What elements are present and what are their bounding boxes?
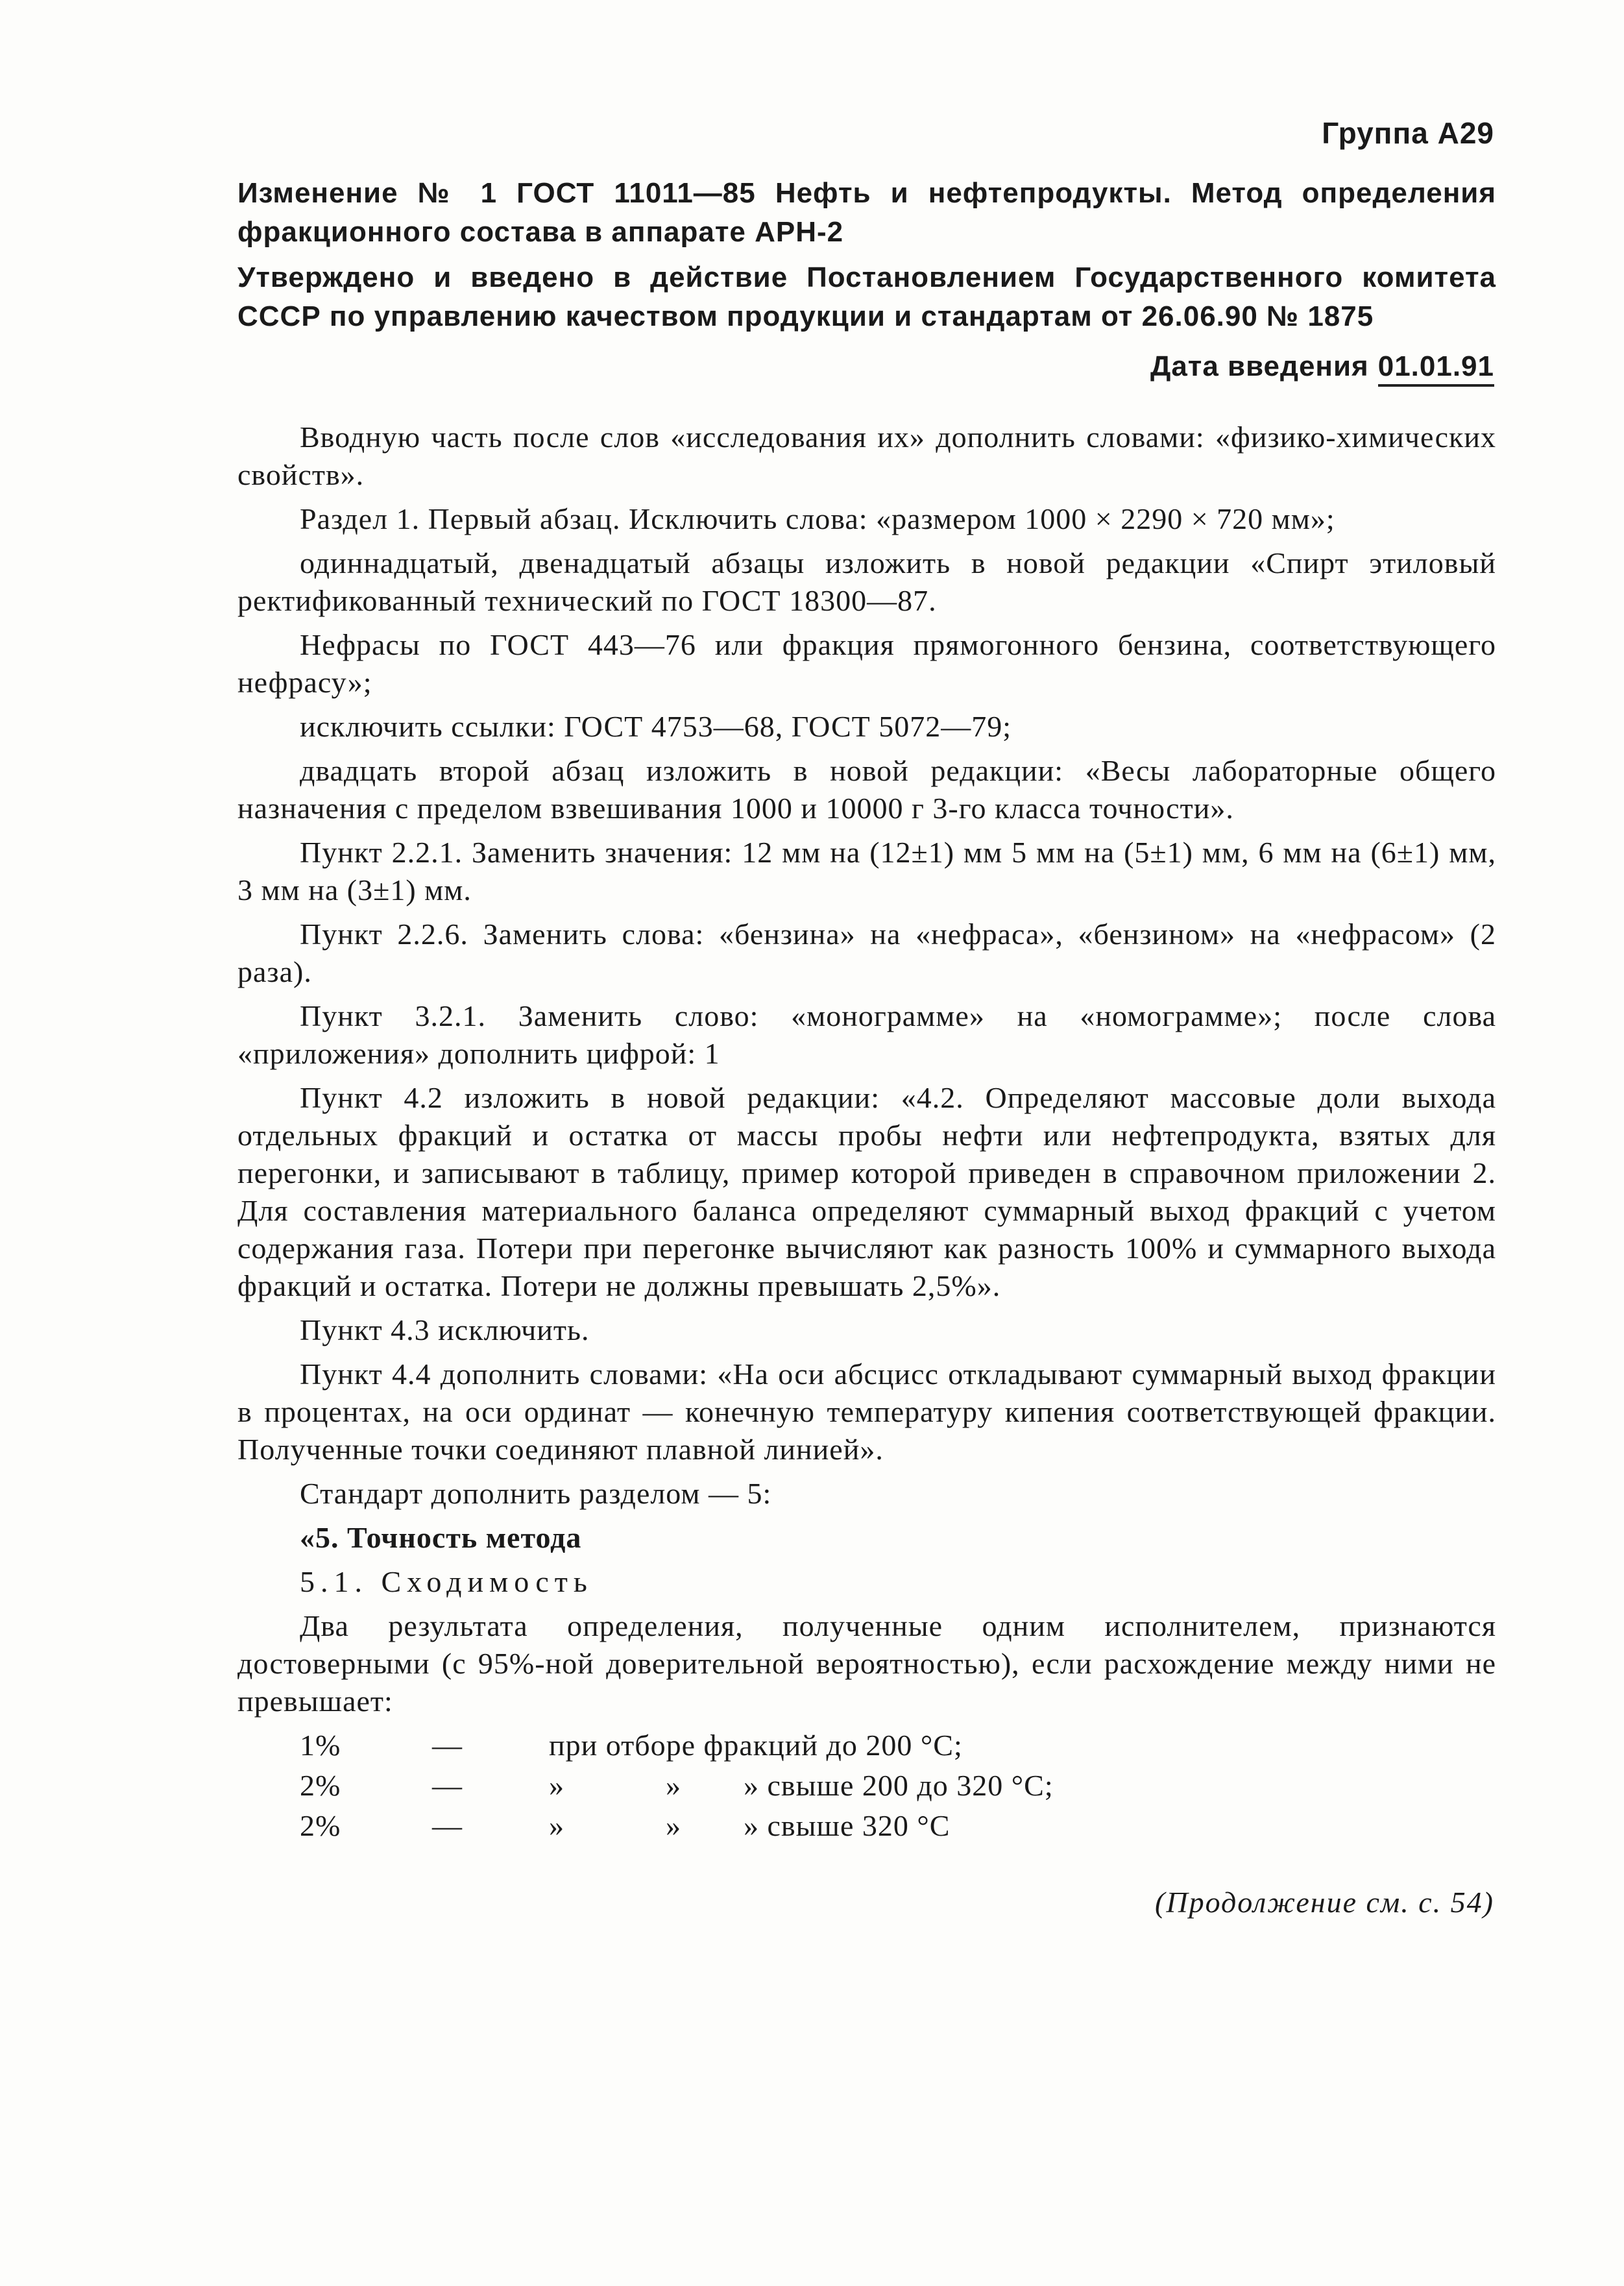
section-heading: «5. Точность метода bbox=[300, 1521, 582, 1554]
dash: — bbox=[432, 1809, 463, 1842]
tolerance-list bbox=[237, 1727, 1496, 1847]
tolerance-condition: » свыше 200 до 320 °С; bbox=[744, 1769, 1054, 1802]
ditto-mark: » bbox=[666, 1769, 681, 1802]
body-text bbox=[237, 419, 1496, 1847]
ditto-mark: » bbox=[549, 1809, 564, 1842]
ditto-mark: » bbox=[549, 1769, 564, 1802]
subsection-heading: 5.1. Сходимость bbox=[300, 1565, 593, 1598]
effective-date-value: 01.01.91 bbox=[1378, 350, 1494, 387]
tolerance-value: 1% bbox=[300, 1729, 341, 1762]
list-item bbox=[237, 1807, 1496, 1847]
continuation-note: (Продолжение см. с. 54) bbox=[1155, 1886, 1494, 1919]
paragraph: Раздел 1. Первый абзац. Исключить слова: «размером 1000 × 2290 × 720 мм»; bbox=[300, 502, 1335, 535]
ditto-mark: » bbox=[666, 1809, 681, 1842]
paragraph: Пункт 4.3 исключить. bbox=[300, 1313, 590, 1346]
approval-statement: Утверждено и введено в действие Постановлением Государственного комитета СССР по управлению качеством продукции и стандартам от 26.06.90 № 1875 bbox=[237, 261, 1496, 332]
paragraph: одиннадцатый, двенадцатый абзацы изложить в новой редакции «Спирт этиловый ректификованный технический по ГОСТ 18300—87. bbox=[237, 546, 1496, 617]
effective-date bbox=[1150, 350, 1494, 387]
amendment-title: Изменение № 1 ГОСТ 11011—85 Нефть и нефтепродукты. Метод определения фракционного состава в аппарате АРН-2 bbox=[237, 177, 1496, 248]
tolerance-value: 2% bbox=[300, 1769, 341, 1802]
paragraph: Пункт 4.4 дополнить словами: «На оси абсцисс откладывают суммарный выход фракции в процентах, на оси ординат — конечную температуру кипения соответствующей фракции. Полученные точки соединяют плавной линией». bbox=[237, 1357, 1496, 1466]
effective-date-label: Дата введения bbox=[1150, 350, 1369, 382]
paragraph: Пункт 3.2.1. Заменить слово: «монограмме» на «номограмме»; после слова «приложения» дополнить цифрой: 1 bbox=[237, 999, 1496, 1070]
tolerance-value: 2% bbox=[300, 1809, 341, 1842]
group-code: Группа А29 bbox=[1322, 116, 1494, 150]
paragraph: Пункт 2.2.6. Заменить слова: «бензина» на «нефраса», «бензином» на «нефрасом» (2 раза). bbox=[237, 918, 1496, 988]
paragraph: двадцать второй абзац изложить в новой редакции: «Весы лабораторные общего назначения с пределом взвешивания 1000 и 10000 г 3-го класса точности». bbox=[237, 754, 1496, 825]
paragraph: Нефрасы по ГОСТ 443—76 или фракция прямогонного бензина, соответствующего нефрасу»; bbox=[237, 628, 1496, 699]
dash: — bbox=[432, 1769, 463, 1802]
tolerance-condition: при отборе фракций до 200 °С; bbox=[549, 1729, 963, 1762]
dash: — bbox=[432, 1729, 463, 1762]
paragraph: Пункт 4.2 изложить в новой редакции: «4.2. Определяют массовые доли выхода отдельных фракций и остатка от массы пробы нефти или нефтепродукта, взятых для перегонки, и записывают в таблицу, пример которой приведен в справочном приложении 2. Для составления материального баланса определяют суммарный выход фракций с учетом содержания газа. Потери при перегонке вычисляют как разность 100% и суммарного выхода фракций и остатка. Потери не должны превышать 2,5%». bbox=[237, 1081, 1496, 1302]
paragraph: Вводную часть после слов «исследования их» дополнить словами: «физико-химических свойств». bbox=[237, 420, 1496, 491]
paragraph: Пункт 2.2.1. Заменить значения: 12 мм на (12±1) мм 5 мм на (5±1) мм, 6 мм на (6±1) мм, 3 мм на (3±1) мм. bbox=[237, 836, 1496, 906]
paragraph: Стандарт дополнить разделом — 5: bbox=[300, 1477, 772, 1510]
paragraph: исключить ссылки: ГОСТ 4753—68, ГОСТ 5072—79; bbox=[300, 710, 1012, 743]
paragraph: Два результата определения, полученные одним исполнителем, признаются достоверными (с 95%-ной доверительной вероятностью), если расхождение между ними не превышает: bbox=[237, 1609, 1496, 1718]
list-item bbox=[237, 1767, 1496, 1807]
tolerance-condition: » свыше 320 °С bbox=[744, 1809, 951, 1842]
list-item bbox=[237, 1727, 1496, 1767]
